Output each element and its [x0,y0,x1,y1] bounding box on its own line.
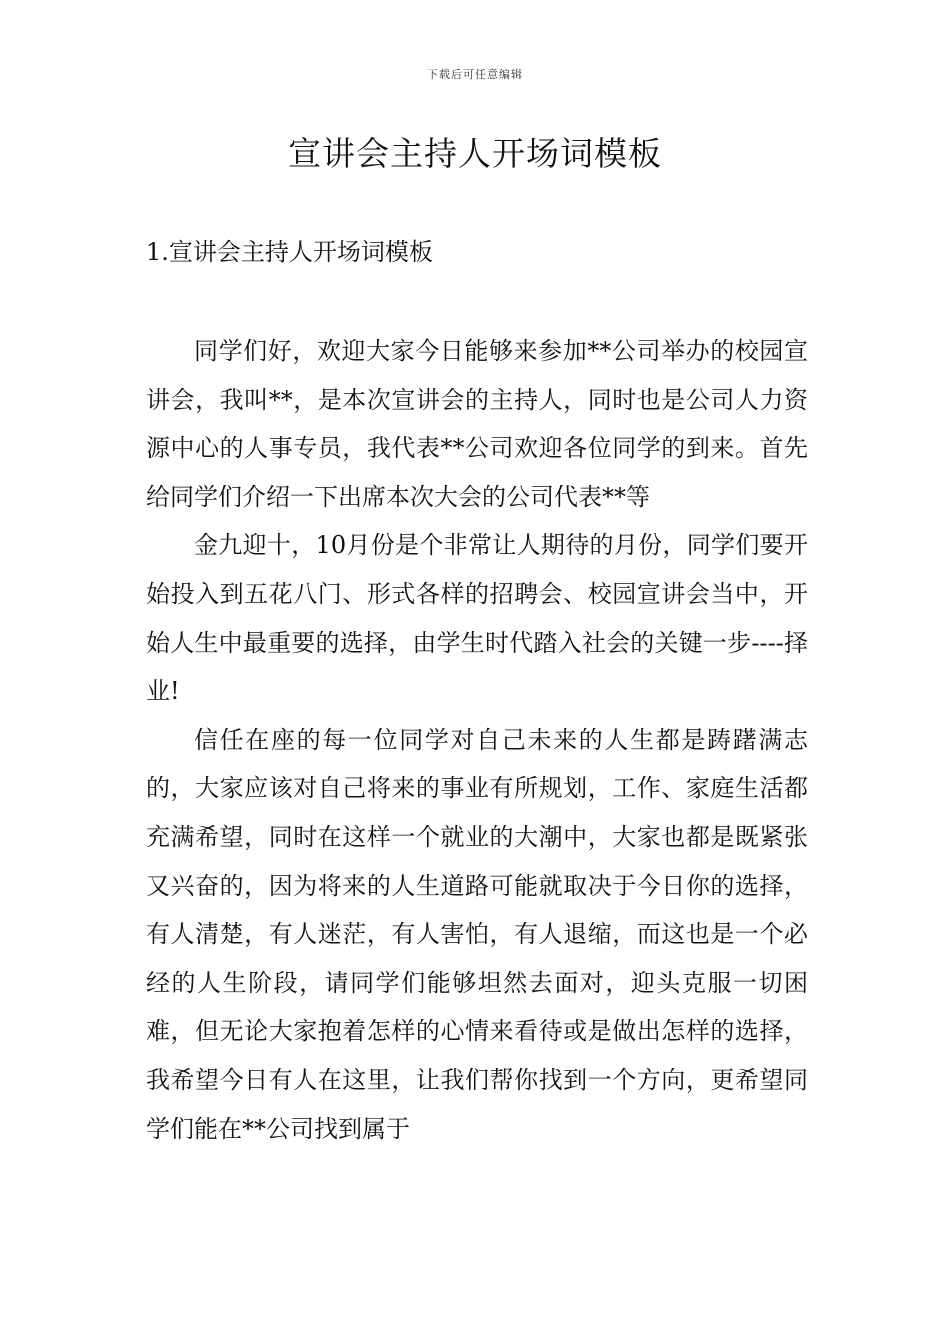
body-text [146,327,808,1153]
section-heading: 1.宣讲会主持人开场词模板 [146,238,433,266]
header-note: 下载后可任意编辑 [427,68,523,81]
paragraph: 金九迎十，10月份是个非常让人期待的月份，同学们要开始投入到五花八门、形式各样的招聘会、校园宣讲会当中，开始人生中最重要的选择，由学生时代踏入社会的关键一步----择业! [146,531,808,706]
document-title: 宣讲会主持人开场词模板 [288,134,662,173]
paragraph: 信任在座的每一位同学对自己未来的人生都是踌躇满志的，大家应该对自己将来的事业有所规划，工作、家庭生活都充满希望，同时在这样一个就业的大潮中，大家也都是既紧张又兴奋的，因为将来的人生道路可能就取决于今日你的选择，有人清楚，有人迷茫，有人害怕，有人退缩，而这也是一个必经的人生阶段，请同学们能够坦然去面对，迎头克服一切困难，但无论大家抱着怎样的心情来看待或是做出怎样的选择，我希望今日有人在这里，让我们帮你找到一个方向，更希望同学们能在**公司找到属于 [146,725,808,1143]
paragraph: 同学们好，欢迎大家今日能够来参加**公司举办的校园宣讲会，我叫**，是本次宣讲会的主持人，同时也是公司人力资源中心的人事专员，我代表**公司欢迎各位同学的到来。首先给同学们介绍一下出席本次大会的公司代表**等 [146,337,808,511]
